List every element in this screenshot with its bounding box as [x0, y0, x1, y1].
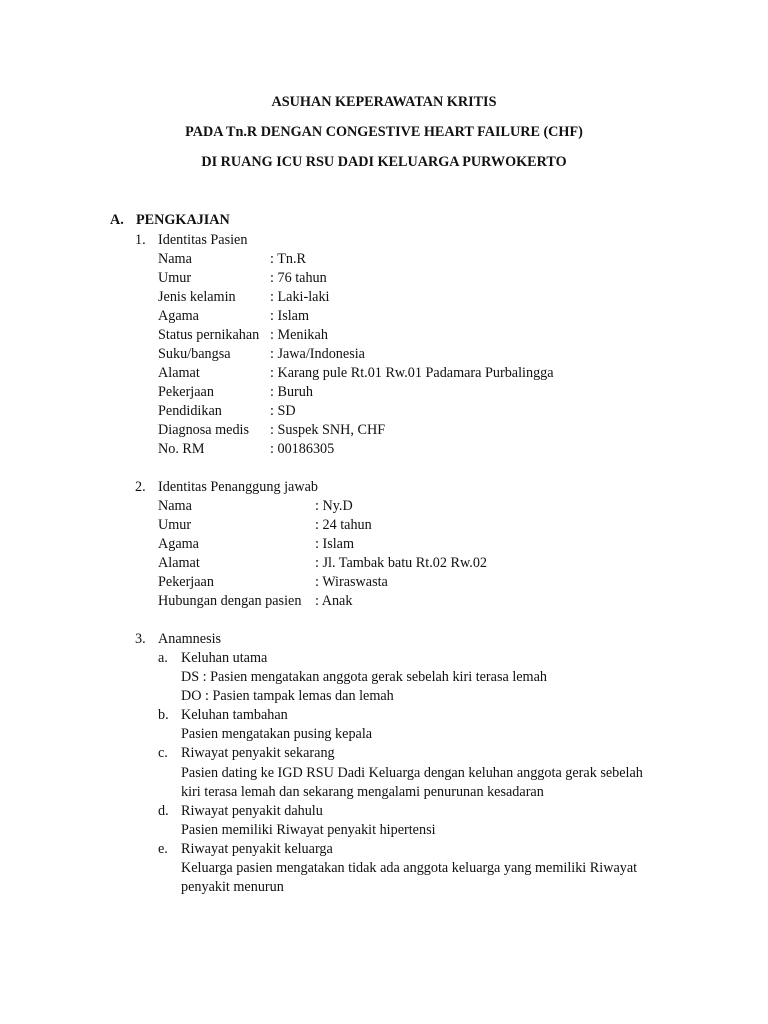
field-value: : Laki-laki: [270, 289, 330, 305]
field-label: Diagnosa medis: [158, 422, 250, 438]
field-label: Nama: [158, 498, 192, 514]
field-label: Jenis kelamin: [158, 289, 236, 305]
anamnesis-item-text: kiri terasa lemah dan sekarang mengalami penurunan kesadaran: [181, 784, 544, 800]
field-label: Nama: [158, 251, 192, 267]
field-value: : Karang pule Rt.01 Rw.01 Padamara Purbalingga: [270, 365, 554, 381]
field-label: Pendidikan: [158, 403, 222, 419]
field-label: Agama: [158, 536, 199, 552]
anamnesis-item-text: Pasien dating ke IGD RSU Dadi Keluarga dengan keluhan anggota gerak sebelah: [181, 765, 643, 781]
field-label: No. RM: [158, 441, 205, 457]
field-label: Pekerjaan: [158, 384, 214, 400]
anamnesis-heading: Anamnesis: [158, 631, 222, 647]
field-label: Alamat: [158, 365, 200, 381]
anamnesis-item-marker: a.: [158, 650, 168, 666]
anamnesis-item-text: DO : Pasien tampak lemas dan lemah: [181, 688, 394, 704]
anamnesis-item-text: Keluarga pasien mengatakan tidak ada anggota keluarga yang memiliki Riwayat: [181, 860, 638, 876]
anamnesis-item-marker: d.: [158, 803, 169, 819]
field-label: Umur: [158, 517, 192, 533]
field-value: : Menikah: [270, 327, 328, 343]
anamnesis-item-heading: Riwayat penyakit keluarga: [181, 841, 333, 857]
anamnesis-item-heading: Riwayat penyakit sekarang: [181, 745, 335, 761]
anamnesis-item-marker: b.: [158, 707, 169, 723]
section-a-heading: PENGKAJIAN: [136, 212, 230, 228]
field-value: : Jl. Tambak batu Rt.02 Rw.02: [315, 555, 488, 571]
field-value: : 24 tahun: [315, 517, 372, 533]
field-value: : Buruh: [270, 384, 313, 400]
field-value: : 00186305: [270, 441, 335, 457]
field-value: : Suspek SNH, CHF: [270, 422, 386, 438]
section-a-marker: A.: [110, 212, 124, 228]
anamnesis-item-text: penyakit menurun: [181, 879, 284, 895]
field-label: Agama: [158, 308, 199, 324]
field-value: : SD: [270, 403, 296, 419]
field-label: Suku/bangsa: [158, 346, 231, 362]
anamnesis-item-text: Pasien memiliki Riwayat penyakit hipertensi: [181, 822, 436, 838]
document-title-line-2: PADA Tn.R DENGAN CONGESTIVE HEART FAILURE (CHF): [185, 124, 583, 140]
anamnesis-item-text: DS : Pasien mengatakan anggota gerak sebelah kiri terasa lemah: [181, 669, 547, 685]
field-value: : Jawa/Indonesia: [270, 346, 365, 362]
field-label: Umur: [158, 270, 192, 286]
guardian-identity-number: 2.: [135, 479, 146, 495]
anamnesis-item-heading: Riwayat penyakit dahulu: [181, 803, 323, 819]
patient-identity-number: 1.: [135, 232, 146, 248]
field-value: : Islam: [270, 308, 310, 324]
field-value: : Islam: [315, 536, 355, 552]
guardian-identity-heading: Identitas Penanggung jawab: [158, 479, 318, 495]
patient-identity-heading: Identitas Pasien: [158, 232, 248, 248]
anamnesis-item-text: Pasien mengatakan pusing kepala: [181, 726, 373, 742]
anamnesis-item-marker: c.: [158, 745, 168, 761]
anamnesis-item-marker: e.: [158, 841, 168, 857]
field-value: : Ny.D: [315, 498, 353, 514]
field-label: Status pernikahan: [158, 327, 260, 343]
field-value: : Wiraswasta: [315, 574, 388, 590]
field-value: : Anak: [315, 593, 353, 609]
field-label: Pekerjaan: [158, 574, 214, 590]
anamnesis-item-heading: Keluhan tambahan: [181, 707, 288, 723]
anamnesis-item-heading: Keluhan utama: [181, 650, 268, 666]
document-title-line-3: DI RUANG ICU RSU DADI KELUARGA PURWOKERTO: [201, 154, 567, 170]
field-value: : 76 tahun: [270, 270, 327, 286]
field-label: Hubungan dengan pasien: [158, 593, 302, 609]
document-title-line-1: ASUHAN KEPERAWATAN KRITIS: [271, 94, 497, 110]
field-label: Alamat: [158, 555, 200, 571]
anamnesis-number: 3.: [135, 631, 146, 647]
field-value: : Tn.R: [270, 251, 307, 267]
